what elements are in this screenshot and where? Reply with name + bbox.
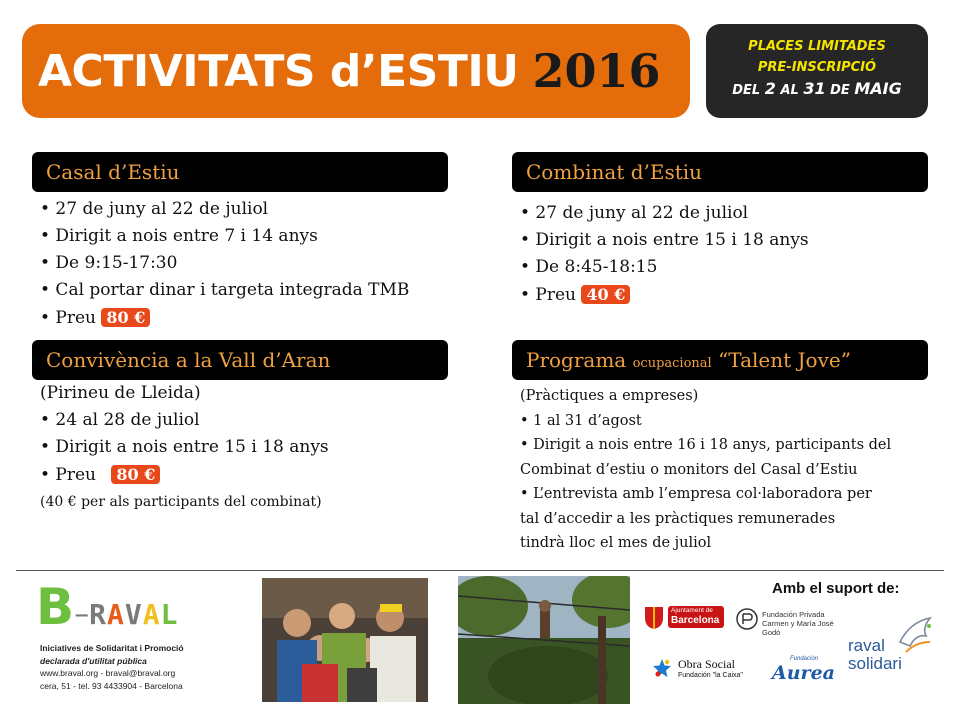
aurea-name: Aurea bbox=[772, 662, 835, 684]
godo-emblem-icon bbox=[736, 608, 758, 630]
programa-line: tindrà lloc el mes de juliol bbox=[520, 535, 712, 551]
braval-info bbox=[40, 642, 236, 692]
programa-subtitle: (Pràctiques a empreses) bbox=[520, 388, 699, 404]
dates-month: MAIG bbox=[854, 79, 902, 98]
aurea-top: Fundación bbox=[790, 656, 819, 662]
casal-price-badge: 80 € bbox=[101, 308, 150, 327]
braval-info-line: declarada d'utilitat pública bbox=[40, 655, 147, 666]
convivencia-price-label: • Preu bbox=[40, 465, 97, 485]
programa-title-small: ocupacional bbox=[632, 356, 712, 371]
braval-info-line: cera, 51 - tel. 93 4433904 - Barcelona bbox=[40, 680, 183, 691]
barcelona-shield-icon bbox=[644, 606, 664, 630]
casal-item-lunch: • Cal portar dinar i targeta integrada TMB bbox=[40, 280, 410, 300]
casal-item-hours: • De 9:15-17:30 bbox=[40, 253, 178, 273]
pre-registration-text: PRE-INSCRIPCIÓ bbox=[757, 60, 877, 75]
programa-line: tal d’accedir a les pràctiques remunerades bbox=[520, 510, 836, 527]
combinat-header: Combinat d’Estiu bbox=[512, 152, 928, 192]
convivencia-price-row bbox=[40, 461, 329, 489]
dates-start: 2 bbox=[764, 79, 776, 98]
braval-info-line: Iniciatives de Solidaritat i Promoció bbox=[40, 643, 184, 653]
obra-line2: Fundación "la Caixa" bbox=[678, 672, 743, 679]
programa-line: • 1 al 31 d’agost bbox=[520, 412, 642, 429]
casal-price-row bbox=[40, 304, 409, 332]
combinat-price-label: • Preu bbox=[520, 285, 577, 305]
braval-logo bbox=[36, 578, 236, 636]
obra-line1: Obra Social bbox=[678, 657, 735, 671]
convivencia-item-dates: • 24 al 28 de juliol bbox=[40, 410, 200, 430]
braval-logo-b: B bbox=[36, 578, 75, 636]
casal-header: Casal d’Estiu bbox=[32, 152, 448, 192]
combinat-item-hours: • De 8:45-18:15 bbox=[520, 257, 658, 277]
dates-de: DE bbox=[830, 83, 850, 98]
convivencia-subtitle: (Pirineu de Lleida) bbox=[40, 383, 201, 403]
footer-divider bbox=[16, 570, 944, 571]
casal-item-dates: • 27 de juny al 22 de juliol bbox=[40, 199, 269, 219]
dove-icon bbox=[896, 612, 936, 658]
raval-solidari-logo bbox=[846, 612, 942, 684]
casal-body bbox=[40, 196, 409, 332]
programa-body bbox=[520, 384, 891, 556]
ajuntament-logo bbox=[644, 604, 724, 634]
ajuntament-line1: Ajuntament de bbox=[671, 607, 713, 614]
kids-photo-image bbox=[262, 578, 428, 702]
raval-line1: raval bbox=[848, 636, 885, 655]
convivencia-body bbox=[40, 380, 329, 516]
obra-social-logo bbox=[652, 656, 756, 686]
dates-end: 31 bbox=[803, 79, 826, 98]
combinat-body bbox=[520, 200, 809, 309]
combinat-price-row bbox=[520, 281, 809, 309]
combinat-item-age: • Dirigit a nois entre 15 i 18 anys bbox=[520, 230, 809, 250]
braval-block bbox=[36, 578, 236, 697]
convivencia-price-badge: 80 € bbox=[111, 465, 160, 484]
programa-title-pre: Programa bbox=[526, 348, 627, 372]
registration-dates bbox=[706, 78, 928, 101]
casal-item-age: • Dirigit a nois entre 7 i 14 anys bbox=[40, 226, 318, 246]
programa-header bbox=[512, 340, 928, 380]
braval-logo-dash: – bbox=[74, 597, 90, 632]
support-title: Amb el suport de: bbox=[772, 580, 900, 597]
programa-line: • Dirigit a nois entre 16 i 18 anys, participants del bbox=[520, 437, 892, 453]
raval-line2: solidari bbox=[848, 654, 902, 673]
braval-logo-name: RAVAL bbox=[89, 598, 179, 631]
programa-line: • L’entrevista amb l’empresa col·laboradora per bbox=[520, 486, 872, 502]
zipline-photo-image bbox=[458, 576, 630, 704]
aurea-logo bbox=[772, 656, 835, 686]
lacaixa-star-icon bbox=[652, 658, 672, 678]
title-banner bbox=[22, 24, 690, 118]
kids-photo bbox=[262, 578, 428, 702]
combinat-price-badge: 40 € bbox=[581, 285, 630, 304]
programa-title-name: “Talent Jove” bbox=[718, 348, 851, 372]
programa-line: Combinat d’estiu o monitors del Casal d’Estiu bbox=[520, 461, 858, 478]
places-limited-text: PLACES LIMITADES bbox=[748, 39, 886, 54]
page-title: ACTIVITATS d’ESTIU bbox=[38, 45, 519, 97]
zipline-photo bbox=[458, 576, 630, 704]
ajuntament-line2: Barcelona bbox=[671, 615, 720, 626]
godo-line1: Fundación Privada bbox=[762, 610, 825, 619]
braval-info-line: www.braval.org - braval@braval.org bbox=[40, 668, 176, 678]
dates-al: AL bbox=[780, 83, 799, 98]
godo-line2: Carmen y María José Godó bbox=[762, 619, 834, 637]
convivencia-item-age: • Dirigit a nois entre 15 i 18 anys bbox=[40, 437, 329, 457]
places-notice bbox=[706, 24, 928, 118]
convivencia-header: Convivència a la Vall d’Aran bbox=[32, 340, 448, 380]
combinat-item-dates: • 27 de juny al 22 de juliol bbox=[520, 203, 749, 223]
title-year: 2016 bbox=[532, 44, 661, 98]
fundacio-godo-logo bbox=[736, 606, 846, 637]
casal-price-label: • Preu bbox=[40, 308, 97, 328]
convivencia-note: (40 € per als participants del combinat) bbox=[40, 494, 322, 510]
dates-del: DEL bbox=[732, 83, 761, 98]
